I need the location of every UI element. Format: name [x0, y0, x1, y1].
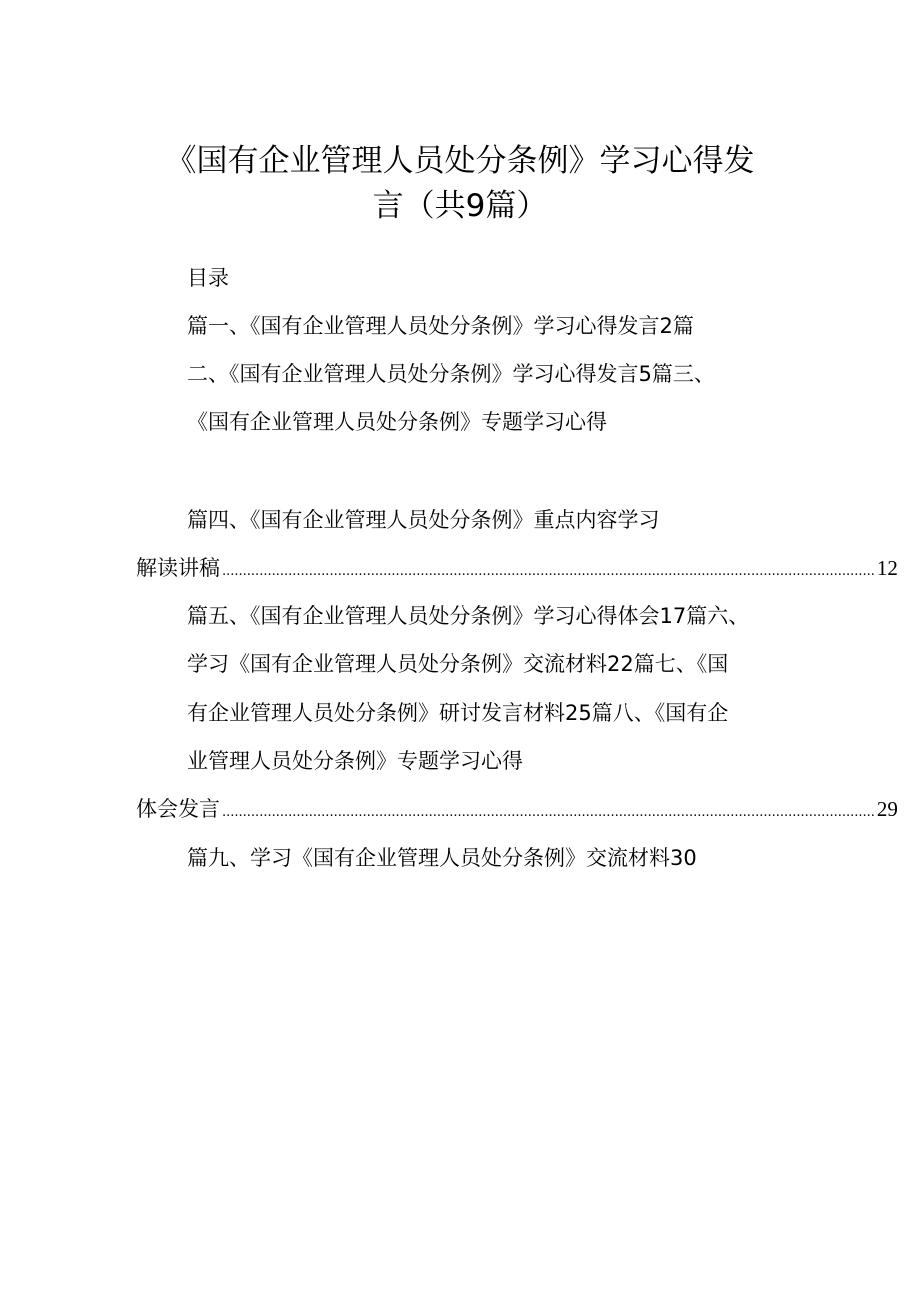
toc-dot-leader-1: .............................................................................................................................................................. — [222, 564, 875, 579]
toc-entry-1: 篇一、《国有企业管理人员处分条例》学习心得发言2篇 — [187, 314, 694, 338]
toc-leader-row-1 — [136, 553, 898, 587]
toc-page-number-2: 29 — [876, 797, 898, 821]
document-title-line-1: 《国有企业管理人员处分条例》学习心得发 — [165, 143, 755, 179]
toc-entry-6: 学习《国有企业管理人员处分条例》交流材料22篇七、《国 — [187, 652, 729, 676]
document-title-line-2: 言（共9篇） — [372, 188, 548, 224]
toc-leader-text-1: 解读讲稿 — [136, 556, 220, 580]
toc-entry-5: 篇五、《国有企业管理人员处分条例》学习心得体会17篇六、 — [187, 604, 750, 628]
toc-entry-7: 有企业管理人员处分条例》研讨发言材料25篇八、《国有企 — [187, 701, 729, 725]
toc-page-number-1: 12 — [876, 556, 898, 580]
toc-entry-9: 篇九、学习《国有企业管理人员处分条例》交流材料30 — [187, 846, 697, 870]
toc-heading: 目录 — [187, 266, 229, 290]
toc-leader-row-2 — [136, 794, 898, 828]
toc-entry-8: 业管理人员处分条例》专题学习心得 — [187, 749, 523, 773]
toc-entry-2: 二、《国有企业管理人员处分条例》学习心得发言5篇三、 — [187, 362, 715, 386]
toc-dot-leader-2: .............................................................................................................................................................. — [222, 805, 875, 820]
toc-entry-4: 篇四、《国有企业管理人员处分条例》重点内容学习 — [187, 508, 660, 532]
toc-entry-3: 《国有企业管理人员处分条例》专题学习心得 — [187, 410, 607, 434]
toc-leader-text-2: 体会发言 — [136, 797, 220, 821]
